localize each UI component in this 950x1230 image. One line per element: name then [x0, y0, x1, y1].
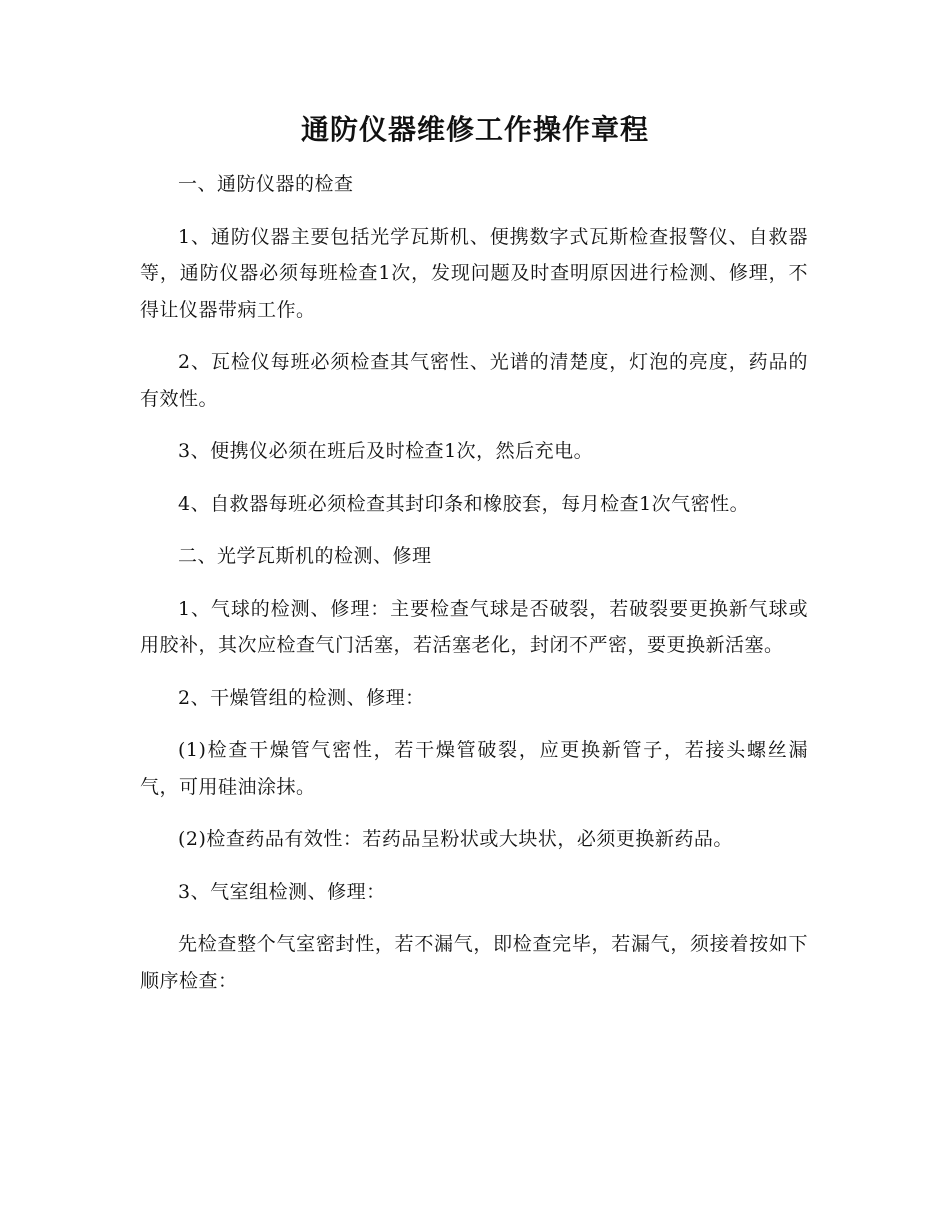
section-heading-1: 一、通防仪器的检查 [178, 173, 354, 195]
paragraph-2-3-intro: 先检查整个气室密封性，若不漏气，即检查完毕，若漏气，须接着按如下顺序检查： [140, 933, 808, 992]
paragraph-2-2: 2、干燥管组的检测、修理： [178, 686, 425, 709]
paragraph-1-3: 3、便携仪必须在班后及时检查1次，然后充电。 [178, 440, 594, 462]
document-body [140, 166, 808, 1015]
paragraph-2-2-2: (2)检查药品有效性：若药品呈粉状或大块状，必须更换新药品。 [178, 828, 733, 850]
paragraph-1-1: 1、通防仪器主要包括光学瓦斯机、便携数字式瓦斯检查报警仪、自救器等，通防仪器必须每班检查1次，发现问题及时查明原因进行检测、修理，不得让仪器带病工作。 [140, 225, 808, 321]
paragraph-1-4: 4、自救器每班必须检查其封印条和橡胶套，每月检查1次气密性。 [178, 492, 750, 515]
paragraph-2-2-1: (1)检查干燥管气密性，若干燥管破裂，应更换新管子，若接头螺丝漏气，可用硅油涂抹。 [140, 739, 808, 798]
paragraph-2-3: 3、气室组检测、修理： [178, 880, 386, 903]
paragraph-2-1: 1、气球的检测、修理：主要检查气球是否破裂，若破裂要更换新气球或用胶补，其次应检查气门活塞，若活塞老化，封闭不严密，要更换新活塞。 [140, 597, 808, 656]
section-heading-2: 二、光学瓦斯机的检测、修理 [178, 545, 432, 567]
paragraph-1-2: 2、瓦检仪每班必须检查其气密性、光谱的清楚度，灯泡的亮度，药品的有效性。 [140, 351, 808, 410]
document-title: 通防仪器维修工作操作章程 [300, 113, 649, 146]
